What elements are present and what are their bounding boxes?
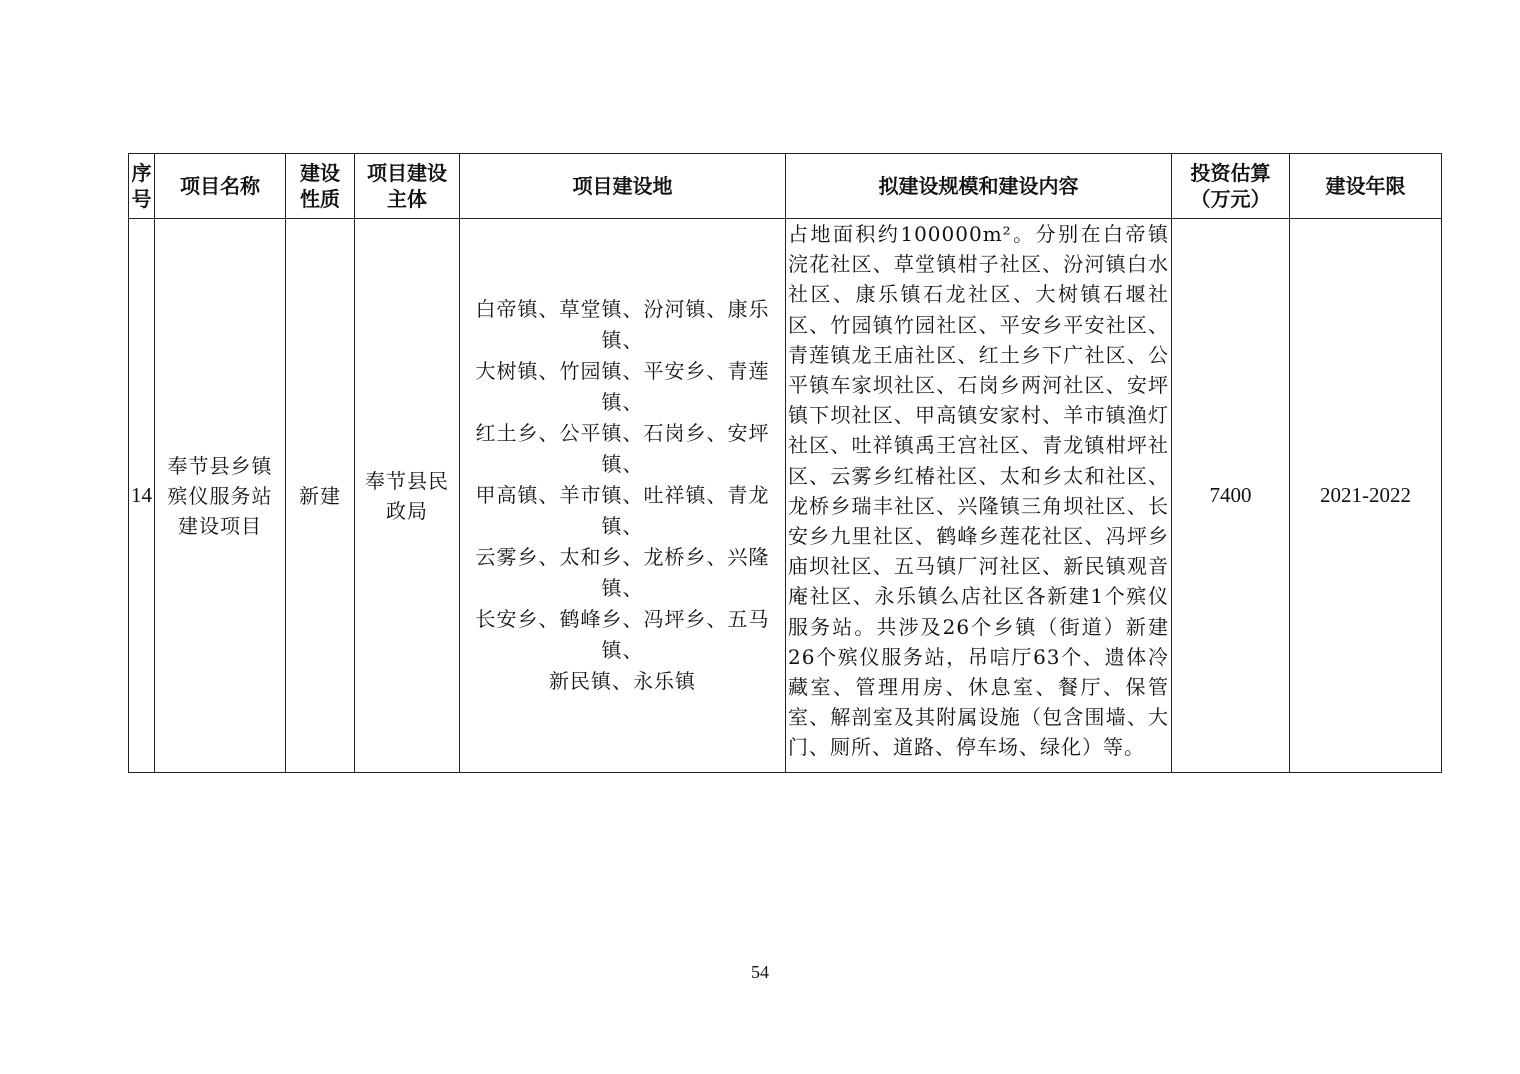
- project-table: [128, 153, 1442, 773]
- row-index: 14: [129, 219, 155, 773]
- header-index-line2: 号: [131, 187, 152, 211]
- header-investment: [1172, 154, 1290, 219]
- row-name-line2: 殡仪服务站: [167, 483, 273, 508]
- row-location-list: [460, 294, 785, 697]
- header-name: 项目名称: [155, 154, 286, 219]
- row-nature-text: 新建: [299, 483, 341, 508]
- header-nature-line1: 建设: [300, 161, 340, 185]
- location-line: 云雾乡、太和乡、龙桥乡、兴隆镇、: [475, 545, 770, 600]
- row-period: 2021-2022: [1290, 219, 1442, 773]
- header-location: 项目建设地: [460, 154, 786, 219]
- location-line: 长安乡、鹤峰乡、冯坪乡、五马镇、: [475, 607, 770, 662]
- header-owner: [355, 154, 460, 219]
- row-location: [460, 219, 786, 773]
- location-line: 大树镇、竹园镇、平安乡、青莲镇、: [475, 359, 770, 414]
- header-nature-line2: 性质: [300, 187, 340, 211]
- row-owner: [355, 219, 460, 773]
- row-content-text: 占地面积约100000m²。分别在白帝镇浣花社区、草堂镇柑子社区、汾河镇白水社区、康乐镇石龙社区、大树镇石堰社区、竹园镇竹园社区、平安乡平安社区、青莲镇龙王庙社区、红土乡下广社区、公平镇车家坝社区、石岗乡两河社区、安坪镇下坝社区、甲高镇安家村、羊市镇渔灯社区、吐祥镇禹王宫社区、青龙镇柑坪社区、云雾乡红椿社区、太和乡太和社区、龙桥乡瑞丰社区、兴隆镇三角坝社区、长安乡九里社区、鹤峰乡莲花社区、冯坪乡庙坝社区、五马镇厂河社区、新民镇观音庵社区、永乐镇么店社区各新建1个殡仪服务站。共涉及26个乡镇（街道）新建26个殡仪服务站，吊唁厅63个、遗体冷藏室、管理用房、休息室、餐厅、保管室、解剖室及其附属设施（包含围墙、大门、厕所、道路、停车场、绿化）等。: [788, 222, 1169, 760]
- location-line: 白帝镇、草堂镇、汾河镇、康乐镇、: [475, 297, 770, 352]
- header-owner-line2: 主体: [387, 187, 427, 211]
- table-row: [129, 219, 1442, 773]
- row-name: [155, 219, 286, 773]
- header-investment-line1: 投资估算: [1190, 161, 1271, 185]
- header-owner-line1: 项目建设: [367, 161, 447, 185]
- table-header: [129, 154, 1442, 219]
- location-line: 甲高镇、羊市镇、吐祥镇、青龙镇、: [475, 483, 770, 538]
- header-nature: [286, 154, 355, 219]
- row-owner-line2: 政局: [386, 498, 428, 523]
- header-content: 拟建设规模和建设内容: [786, 154, 1172, 219]
- row-investment: 7400: [1172, 219, 1290, 773]
- row-name-line3: 建设项目: [178, 513, 262, 538]
- header-index: [129, 154, 155, 219]
- header-period: 建设年限: [1290, 154, 1442, 219]
- row-nature: [286, 219, 355, 773]
- page-number: 54: [751, 962, 769, 982]
- row-name-line1: 奉节县乡镇: [167, 453, 273, 478]
- location-line: 新民镇、永乐镇: [549, 669, 696, 693]
- row-content: [786, 219, 1172, 773]
- row-owner-line1: 奉节县民: [365, 468, 449, 493]
- location-line: 红土乡、公平镇、石岗乡、安坪镇、: [475, 421, 770, 476]
- header-investment-line2: （万元）: [1190, 187, 1271, 211]
- header-index-line1: 序: [131, 161, 152, 185]
